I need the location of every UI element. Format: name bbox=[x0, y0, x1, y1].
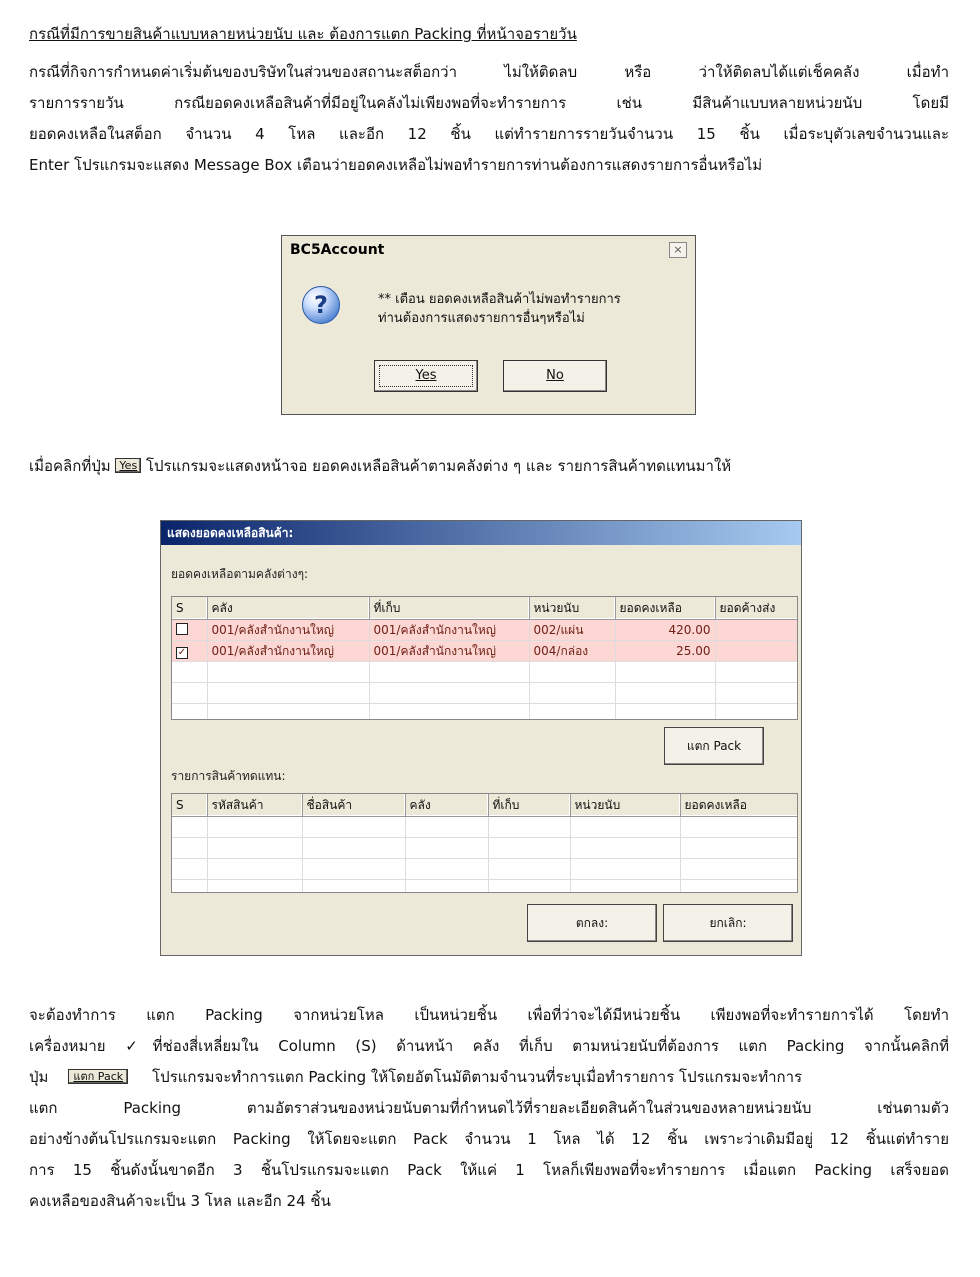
column-header[interactable]: ยอดคงเหลือ bbox=[680, 794, 798, 817]
dialog-title: แสดงยอดคงเหลือสินค้า: bbox=[161, 521, 801, 545]
location-cell: 001/คลังสำนักงานใหญ่ bbox=[369, 641, 529, 662]
unit-cell: 002/แผ่น bbox=[529, 620, 615, 641]
instruction-text: เมื่อคลิกที่ปุ่ม bbox=[29, 457, 111, 475]
explanation-line bbox=[29, 1031, 949, 1062]
empty-row bbox=[172, 683, 798, 704]
column-header[interactable]: คลัง bbox=[405, 794, 488, 817]
break-pack-button[interactable]: แตก Pack bbox=[664, 727, 764, 765]
inline-break-pack-button: แตก Pack bbox=[68, 1069, 128, 1084]
location-cell: 001/คลังสำนักงานใหญ่ bbox=[369, 620, 529, 641]
column-header[interactable]: ชื่อสินค้า bbox=[302, 794, 405, 817]
table-row[interactable] bbox=[172, 620, 798, 641]
inline-yes-button: Yes bbox=[115, 458, 141, 473]
cancel-button[interactable]: ยกเลิก: bbox=[663, 904, 793, 942]
column-header[interactable]: คลัง bbox=[207, 597, 369, 620]
explanation-paragraph bbox=[29, 1000, 949, 1217]
yes-label: Yes bbox=[415, 368, 437, 383]
column-header[interactable]: ยอดค้างส่ง bbox=[715, 597, 798, 620]
column-header[interactable]: รหัสสินค้า bbox=[207, 794, 302, 817]
question-icon: ? bbox=[302, 286, 340, 324]
column-header[interactable]: หน่วยนับ bbox=[529, 597, 615, 620]
warehouse-cell: 001/คลังสำนักงานใหญ่ bbox=[207, 620, 369, 641]
pending-cell bbox=[715, 641, 798, 662]
explanation-text: โปรแกรมจะทำการแตก Packing ให้โดยอัตโนมัติตามจำนวนที่ระบุเมื่อทำรายการ โปรแกรมจะทำการ bbox=[152, 1068, 803, 1086]
explanation-text: เครื่องหมาย bbox=[29, 1037, 106, 1055]
intro-line: รายการรายวัน กรณียอดคงเหลือสินค้าที่มีอยู่ในคลังไม่เพียงพอที่จะทำรายการ เช่น มีสินค้าแบบหลายหน่วยนับ โดยมี bbox=[29, 94, 949, 112]
warehouse-balance-grid bbox=[171, 596, 798, 720]
empty-row bbox=[172, 838, 798, 859]
empty-row bbox=[172, 880, 798, 894]
section-heading: กรณีที่มีการขายสินค้าแบบหลายหน่วยนับ และ ต้องการแตก Packing ที่หน้าจอรายวัน bbox=[29, 25, 577, 43]
message-text bbox=[378, 290, 621, 328]
stock-balance-dialog bbox=[160, 520, 802, 956]
message-box-title: BC5Account bbox=[290, 242, 385, 258]
warehouse-balance-label: ยอดคงเหลือตามคลังต่างๆ: bbox=[171, 567, 309, 581]
explanation-line: จะต้องทำการ แตก Packing จากหน่วยโหล เป็นหน่วยชิ้น เพื่อที่ว่าจะได้มีหน่วยชิ้น เพียงพอที่จะทำรายการได้ โดยทำ bbox=[29, 1006, 949, 1024]
intro-line: ยอดคงเหลือในสต็อก จำนวน 4 โหล และอีก 12 ชิ้น แต่ทำรายการรายวันจำนวน 15 ชิ้น เมื่อระบุตัวเลขจำนวนและ bbox=[29, 125, 949, 143]
explanation-line: แตก Packing ตามอัตราส่วนของหน่วยนับตามที่กำหนดไว้ที่รายละเอียดสินค้าในส่วนของหลายหน่วยนับ เช่นตามตัว bbox=[29, 1099, 949, 1117]
unit-cell: 004/กล่อง bbox=[529, 641, 615, 662]
pending-cell bbox=[715, 620, 798, 641]
message-line: ท่านต้องการแสดงรายการอื่นๆหรือไม่ bbox=[378, 311, 585, 326]
warehouse-cell: 001/คลังสำนักงานใหญ่ bbox=[207, 641, 369, 662]
column-header[interactable]: หน่วยนับ bbox=[570, 794, 680, 817]
explanation-line: การ 15 ชิ้นดังนั้นขาดอีก 3 ชิ้นโปรแกรมจะแตก Pack ให้แค่ 1 โหลก็เพียงพอที่จะทำรายการ เมื่อแตก Packing เสร็จยอด bbox=[29, 1161, 949, 1179]
explanation-text: ที่ช่องสี่เหลี่ยมใน Column (S) ด้านหน้า คลัง ที่เก็บ ตามหน่วยนับที่ต้องการ แตก Packing จากนั้นคลิกที่ bbox=[152, 1037, 949, 1055]
column-header[interactable]: ที่เก็บ bbox=[369, 597, 529, 620]
empty-row bbox=[172, 859, 798, 880]
yes-button[interactable] bbox=[374, 360, 478, 392]
select-checkbox[interactable] bbox=[176, 623, 188, 635]
column-header[interactable]: S bbox=[172, 794, 207, 817]
empty-row bbox=[172, 817, 798, 838]
column-header[interactable]: ยอดคงเหลือ bbox=[615, 597, 715, 620]
column-header[interactable]: ที่เก็บ bbox=[488, 794, 570, 817]
empty-row bbox=[172, 662, 798, 683]
table-row[interactable] bbox=[172, 641, 798, 662]
balance-cell: 25.00 bbox=[615, 641, 715, 662]
substitute-items-grid bbox=[171, 793, 798, 893]
intro-line: กรณีที่กิจการกำหนดค่าเริ่มต้นของบริษัทในส่วนของสถานะสต็อกว่า ไม่ให้ติดลบ หรือ ว่าให้ติดลบได้แต่เช็คคลัง เมื่อทำ bbox=[29, 63, 949, 81]
explanation-line: คงเหลือของสินค้าจะเป็น 3 โหล และอีก 24 ชิ้น bbox=[29, 1192, 331, 1210]
no-button[interactable] bbox=[503, 360, 607, 392]
select-checkbox[interactable]: ✓ bbox=[177, 646, 187, 658]
checkmark-icon: ✓ bbox=[125, 1037, 153, 1055]
intro-paragraph bbox=[29, 57, 949, 181]
close-icon[interactable]: × bbox=[669, 242, 687, 258]
warning-message-box bbox=[281, 235, 696, 415]
no-label: No bbox=[546, 368, 564, 383]
intro-line: Enter โปรแกรมจะแสดง Message Box เตือนว่ายอดคงเหลือไม่พอทำรายการท่านต้องการแสดงรายการอื่นหรือไม่ bbox=[29, 156, 763, 174]
message-line: ** เตือน ยอดคงเหลือสินค้าไม่พอทำรายการ bbox=[378, 292, 621, 307]
column-header[interactable]: S bbox=[172, 597, 207, 620]
substitute-items-label: รายการสินค้าทดแทน: bbox=[171, 769, 286, 783]
explanation-line bbox=[29, 1062, 949, 1093]
balance-cell: 420.00 bbox=[615, 620, 715, 641]
yes-instruction bbox=[29, 454, 731, 478]
ok-button[interactable]: ตกลง: bbox=[527, 904, 657, 942]
explanation-line: อย่างข้างต้นโปรแกรมจะแตก Packing ให้โดยจะแตก Pack จำนวน 1 โหล ได้ 12 ชิ้น เพราะว่าเดิมมีอยู่ 12 ชิ้นแต่ทำราย bbox=[29, 1130, 949, 1148]
instruction-text: โปรแกรมจะแสดงหน้าจอ ยอดคงเหลือสินค้าตามคลังต่าง ๆ และ รายการสินค้าทดแทนมาให้ bbox=[145, 457, 732, 475]
empty-row bbox=[172, 704, 798, 721]
explanation-text: ปุ่ม bbox=[29, 1068, 49, 1086]
